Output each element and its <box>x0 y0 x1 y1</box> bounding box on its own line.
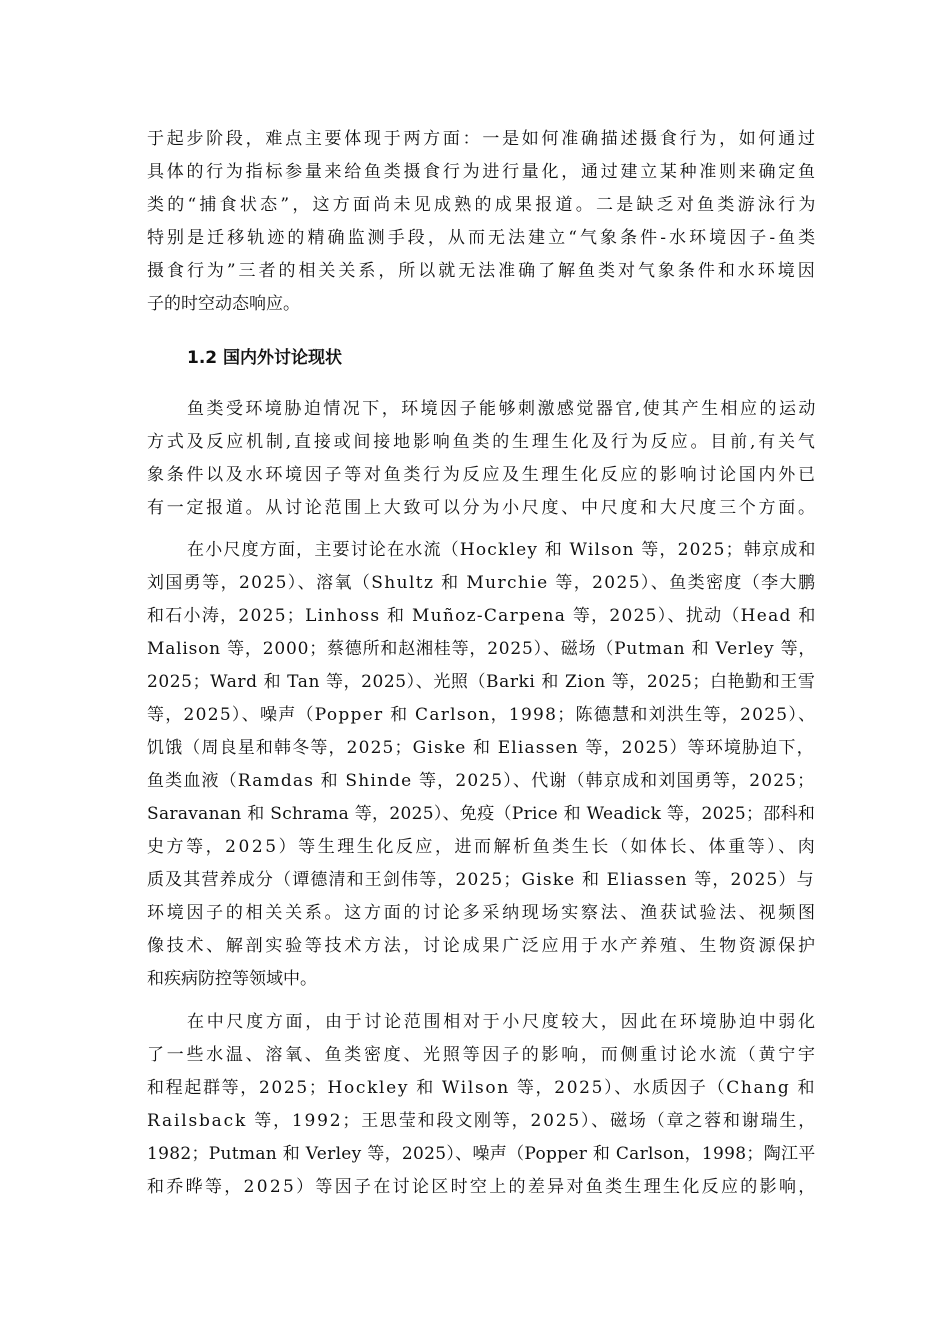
text-line: 于起步阶段，难点主要体现于两方面：一是如何准确描述摄食行为，如何通过 <box>147 129 818 149</box>
text-line: 质及其营养成分（谭德清和王剑伟等，2025；Giske 和 Eliassen 等，2025）与 <box>147 870 815 890</box>
text-line: 和程起群等，2025；Hockley 和 Wilson 等，2025）、水质因子（Chang 和 <box>147 1078 817 1098</box>
section-heading: 1.2 国内外讨论现状 <box>187 348 343 368</box>
text-line: 在中尺度方面，由于讨论范围相对于小尺度较大，因此在环境胁迫中弱化 <box>187 1012 818 1032</box>
text-line: 环境因子的相关关系。这方面的讨论多采纳现场实察法、渔获试验法、视频图 <box>147 903 818 923</box>
text-line: 等，2025）、噪声（Popper 和 Carlson，1998；陈德慧和刘洪生等，2025）、 <box>147 705 817 725</box>
text-line: 子的时空动态响应。 <box>147 294 300 314</box>
text-line: 2025；Ward 和 Tan 等，2025）、光照（Barki 和 Zion 等，2025；白艳勤和王雪 <box>147 672 816 692</box>
text-line: 摄食行为”三者的相关关系，所以就无法准确了解鱼类对气象条件和水环境因 <box>147 261 818 281</box>
text-line: Malison 等，2000；蔡德所和赵湘桂等，2025）、磁场（Putman 和 Verley 等， <box>147 639 817 659</box>
text-line: 鱼类血液（Ramdas 和 Shinde 等，2025）、代谢（韩京成和刘国勇等，2025； <box>147 771 816 791</box>
text-line: Railsback 等，1992；王思莹和段文刚等，2025）、磁场（章之蓉和谢瑞生， <box>147 1111 818 1131</box>
text-line: 了一些水温、溶氧、鱼类密度、光照等因子的影响，而侧重讨论水流（黄宁宇 <box>147 1045 818 1065</box>
text-line: 方式及反应机制,直接或间接地影响鱼类的生理生化及行为反应。目前,有关气 <box>147 432 818 452</box>
text-line: 类的“捕食状态”，这方面尚未见成熟的成果报道。二是缺乏对鱼类游泳行为 <box>147 195 819 215</box>
text-line: 象条件以及水环境因子等对鱼类行为反应及生理生化反应的影响讨论国内外已 <box>147 465 818 485</box>
text-line: 1982；Putman 和 Verley 等，2025）、噪声（Popper 和 Carlson，1998；陶江平 <box>147 1144 816 1164</box>
text-line: 有一定报道。从讨论范围上大致可以分为小尺度、中尺度和大尺度三个方面。 <box>147 498 818 518</box>
text-line: Saravanan 和 Schrama 等，2025）、免疫（Price 和 Weadick 等，2025；邵科和 <box>147 804 816 824</box>
text-line: 和石小涛，2025；Linhoss 和 Muñoz-Carpena 等，2025）、扰动（Head 和 <box>147 606 817 626</box>
text-line: 饥饿（周良星和韩冬等，2025；Giske 和 Eliassen 等，2025）等环境胁迫下， <box>147 738 815 758</box>
text-line: 史方等，2025）等生理生化反应，进而解析鱼类生长（如体长、体重等）、肉 <box>147 837 818 857</box>
text-line: 和疾病防控等领域中。 <box>147 969 317 989</box>
text-line: 鱼类受环境胁迫情况下，环境因子能够刺激感觉器官,使其产生相应的运动 <box>187 399 818 419</box>
text-line: 具体的行为指标参量来给鱼类摄食行为进行量化，通过建立某种准则来确定鱼 <box>147 162 818 182</box>
text-line: 像技术、解剖实验等技术方法，讨论成果广泛应用于水产养殖、生物资源保护 <box>147 936 818 956</box>
text-line: 刘国勇等，2025）、溶氧（Shultz 和 Murchie 等，2025）、鱼类密度（李大鹏 <box>147 573 817 593</box>
text-line: 特别是迁移轨迹的精确监测手段，从而无法建立“气象条件-水环境因子-鱼类 <box>147 228 819 248</box>
text-line: 在小尺度方面，主要讨论在水流（Hockley 和 Wilson 等，2025；韩京成和 <box>187 540 817 560</box>
text-line: 和乔晔等，2025）等因子在讨论区时空上的差异对鱼类生理生化反应的影响， <box>147 1177 818 1197</box>
